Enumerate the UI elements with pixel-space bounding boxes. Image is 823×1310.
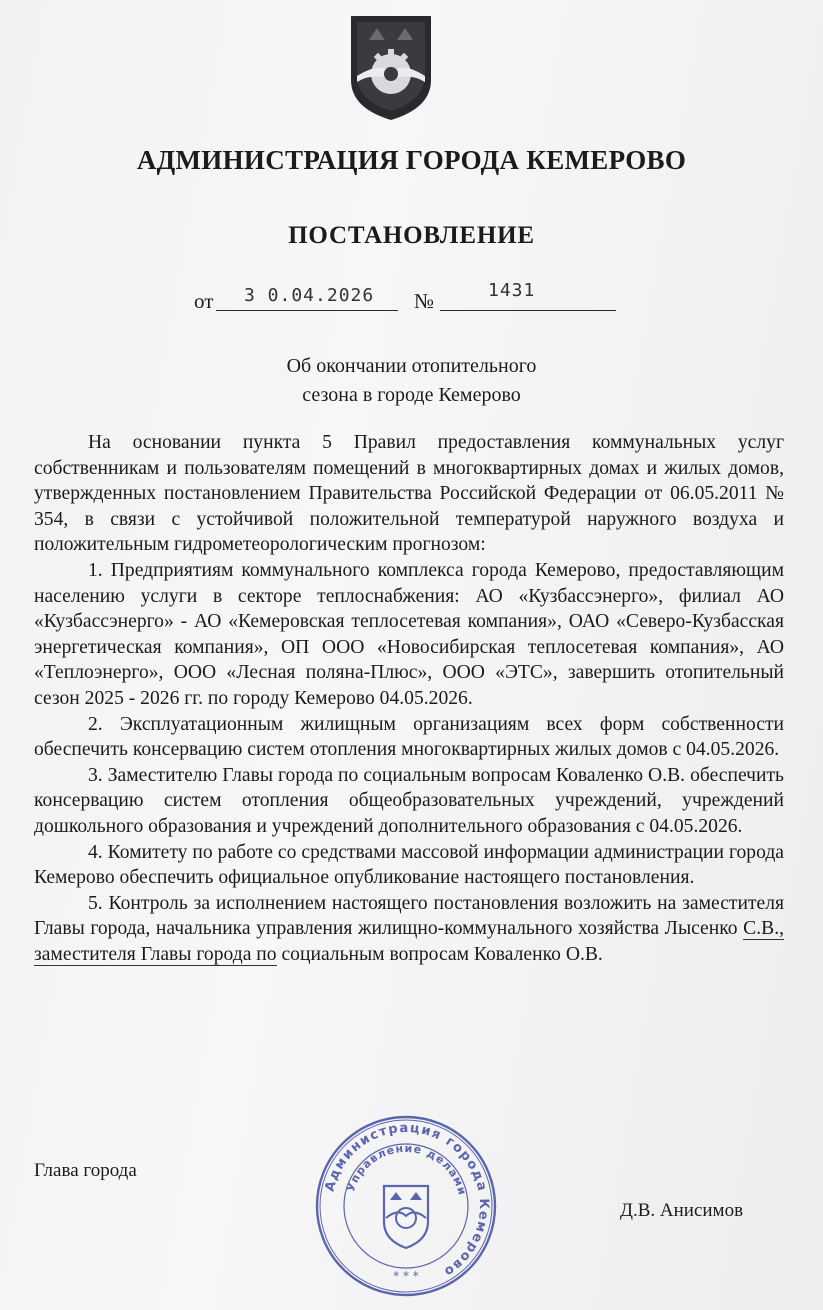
signatory-name: Д.В. Анисимов [620,1200,744,1221]
seal-emblem-icon [384,1186,428,1248]
clause-5-part-a: 5. Контроль за исполнением настоящего постановления возложить на заместителя Главы города, начальника управления жилищно-коммунального хозяйства Лысенко [34,892,784,940]
clause-1: 1. Предприятиям коммунального комплекса города Кемерово, предоставляющим населению услуги в секторе теплоснабжения: АО «Кузбассэнерго», филиал АО «Кузбассэнерго» - АО «Кемеровская теплосетевая компания», ОАО «Северо-Кузбасская энергетическая компания», ОП ООО «Новосибирская теплосетевая компания», АО «Теплоэнерго», ООО «Лесная поляна-Плюс», ООО «ЭТС», завершить отопительный сезон 2025 - 2026 гг. по городу Кемерово 04.05.2026. [34,559,784,709]
clause-5-part-b: социальным вопросам Коваленко О.В. [276,943,603,965]
clause-5 [34,891,784,968]
clause-2: 2. Эксплуатационным жилищным организациям всех форм собственности обеспечить консервацию систем отопления многоквартирных жилых домов с 04.05.2026. [34,713,784,761]
clause-3: 3. Заместителю Главы города по социальным вопросам Коваленко О.В. обеспечить консервацию систем отопления общеобразовательных учреждений, учреждений дошкольного образования и учреждений дополнительного образования с 04.05.2026. [34,764,784,837]
preamble-paragraph: На основании пункта 5 Правил предоставления коммунальных услуг собственникам и пользователям помещений в многоквартирных домах и жилых домов, утвержденных постановлением Правительства Российской Федерации от 06.05.2011 № 354, в связи с устойчивой положительной температурой наружного воздуха и положительным гидрометеорологическим прогнозом: [34,432,784,556]
seal-outer-text: Администрация города Кемерово [322,1120,492,1280]
official-seal [314,1114,498,1298]
document-type-title: ПОСТАНОВЛЕНИЕ [288,222,535,249]
clause-5-underlined: С.В., заместителя Главы города по [34,918,784,965]
date-value: 3 0.04.2026 [244,285,375,306]
clause-4: 4. Комитету по работе со средствами массовой информации администрации города Кемерово обеспечить официальное опубликование настоящего постановления. [34,841,784,889]
number-label: № [414,289,435,313]
number-value: 1431 [488,280,536,301]
subject-line-2: сезона в городе Кемерово [302,384,521,406]
document-body [34,430,784,967]
document-meta [0,280,823,320]
kemerovo-coat-of-arms-icon [349,14,433,122]
seal-inner-text: Управление делами [344,1141,469,1198]
organization-title: АДМИНИСТРАЦИЯ ГОРОДА КЕМЕРОВО [136,145,687,175]
subject-line-1: Об окончании отопительного [286,355,537,377]
seal-stars: * * * [393,1269,419,1283]
document-subject [0,352,823,410]
date-label: от [194,289,214,313]
signatory-position: Глава города [34,1160,137,1181]
